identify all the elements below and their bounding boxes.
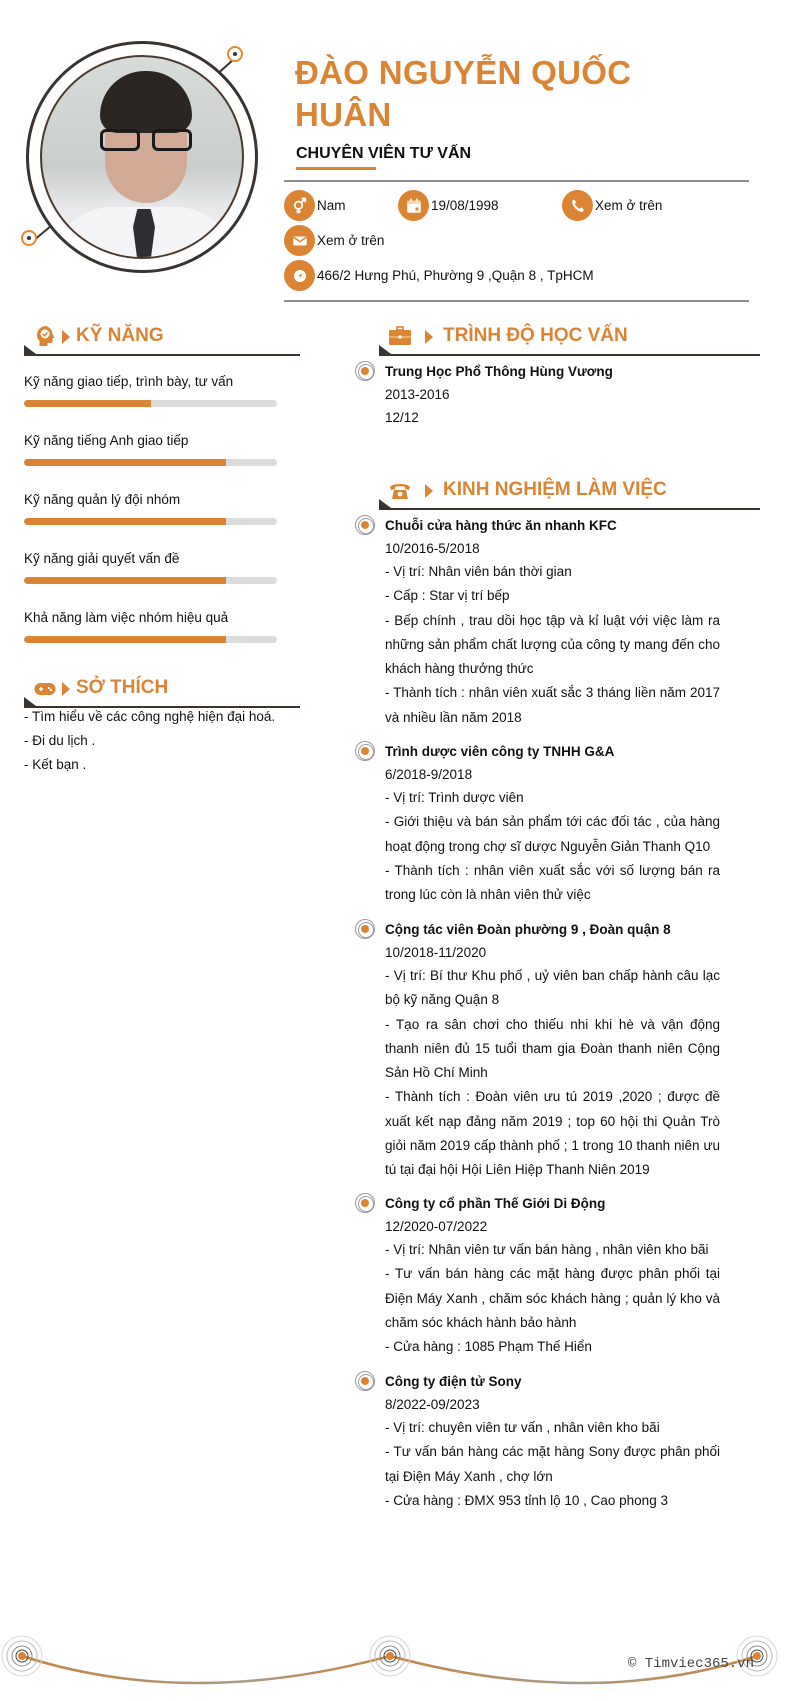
education-school: Trung Học Phổ Thông Hùng Vương xyxy=(385,364,613,379)
section-title: SỞ THÍCH xyxy=(76,677,169,698)
section-arrow-icon xyxy=(62,682,70,696)
contact-divider-top xyxy=(284,180,749,182)
timeline-bullet-icon xyxy=(355,741,375,761)
gender-value: Nam xyxy=(317,198,346,213)
contact-divider-bottom xyxy=(284,300,749,302)
skill-item xyxy=(24,492,277,525)
section-experience-heading xyxy=(379,478,760,510)
experience-period: 10/2016-5/2018 xyxy=(385,541,480,556)
contact-email xyxy=(284,225,384,256)
experience-detail: - Vị trí: Nhân viên tư vấn bán hàng , nhân viên kho bãi xyxy=(385,1242,709,1257)
skill-bar xyxy=(24,459,277,466)
timeline-bullet-icon xyxy=(355,1193,375,1213)
skill-bar xyxy=(24,400,277,407)
experience-company: Công ty cổ phần Thế Giới Di Động xyxy=(385,1196,606,1211)
experience-detail: - Vị trí: Nhân viên bán thời gian xyxy=(385,564,572,579)
section-skills-heading xyxy=(24,324,300,356)
experience-detail: - Vị trí: Trình dược viên xyxy=(385,790,524,805)
avatar-photo xyxy=(40,55,244,259)
education-entry xyxy=(355,361,720,429)
avatar-glasses xyxy=(100,129,192,151)
phone-icon xyxy=(562,190,593,221)
experience-detail: - Thành tích : nhân viên xuất sắc 3 tháng liền năm 2017 và nhiều lần năm 2018 xyxy=(385,685,720,725)
timeline-bullet-icon xyxy=(355,1371,375,1391)
experience-period: 10/2018-11/2020 xyxy=(385,945,487,960)
skill-label: Kỹ năng giao tiếp, trình bày, tư vấn xyxy=(24,374,234,389)
section-hobbies-heading xyxy=(24,676,300,708)
contact-phone xyxy=(562,190,662,221)
section-corner xyxy=(379,345,391,354)
skill-item xyxy=(24,374,277,407)
contact-address xyxy=(284,260,594,291)
experience-entry xyxy=(355,919,720,1183)
copyright-text: © Timviec365.vn xyxy=(627,1656,754,1672)
experience-detail: - Tư vấn bán hàng các mặt hàng Sony được phân phối tại Điện Máy Xanh , chợ lớn xyxy=(385,1444,720,1484)
experience-period: 12/2020-07/2022 xyxy=(385,1219,488,1234)
mail-icon xyxy=(284,225,315,256)
contact-gender xyxy=(284,190,346,221)
experience-company: Trình dược viên công ty TNHH G&A xyxy=(385,744,615,759)
skill-label: Kỹ năng tiếng Anh giao tiếp xyxy=(24,433,189,448)
experience-entry xyxy=(355,741,720,907)
experience-period: 6/2018-9/2018 xyxy=(385,767,473,782)
skill-item xyxy=(24,551,277,584)
section-rule xyxy=(379,508,760,510)
gender-icon xyxy=(284,190,315,221)
experience-detail: - Bếp chính , trau dồi học tập và kỉ luật với việc làm ra những sản phẩm chất lượng của công ty mang đến cho khách hàng thưởng thức xyxy=(385,612,720,677)
hobby-item: - Kết bạn . xyxy=(24,757,87,772)
location-icon xyxy=(284,260,315,291)
section-corner xyxy=(24,345,36,354)
skill-bar xyxy=(24,577,277,584)
experience-entry xyxy=(355,1371,720,1513)
timeline-bullet-icon xyxy=(355,361,375,381)
section-title: KỸ NĂNG xyxy=(76,325,164,346)
avatar-tie xyxy=(133,209,155,259)
skill-bar-fill xyxy=(24,459,226,466)
skill-bar-fill xyxy=(24,400,151,407)
job-title: CHUYÊN VIÊN TƯ VẤN xyxy=(296,145,472,162)
skill-bar-fill xyxy=(24,636,226,643)
skill-item xyxy=(24,610,277,643)
email-value: Xem ở trên xyxy=(317,233,385,248)
skill-bar-fill xyxy=(24,577,226,584)
contact-birthday xyxy=(398,190,499,221)
experience-detail: - Cấp : Star vị trí bếp xyxy=(385,588,510,604)
section-arrow-icon xyxy=(425,330,433,344)
hobby-item: - Đi du lịch . xyxy=(24,733,96,748)
experience-company: Công ty điện tử Sony xyxy=(385,1374,522,1389)
experience-detail: - Vị trí: chuyên viên tư vấn , nhân viên kho bãi xyxy=(385,1420,660,1435)
experience-entry xyxy=(355,1193,720,1359)
experience-detail: - Tư vấn bán hàng các mặt hàng được phân phối tại Điện Máy Xanh , chăm sóc khách hàng ; quản lý kho và chăm sóc khách hành bảo hành xyxy=(385,1266,720,1330)
experience-detail: - Giới thiệu và bán sản phẩm tới các đối tác , của hàng hoạt động trong chợ sĩ dược Nguyễn Giản Thanh Q10 xyxy=(385,814,720,854)
candidate-name: ĐÀO NGUYỄN QUỐC HUÂN xyxy=(295,54,632,133)
address-value: 466/2 Hưng Phú, Phường 9 ,Quận 8 , TpHCM xyxy=(317,268,594,283)
section-arrow-icon xyxy=(62,330,70,344)
avatar-hair xyxy=(100,71,192,133)
skill-label: Kỹ năng giải quyết vấn đề xyxy=(24,551,180,566)
skill-bar-fill xyxy=(24,518,226,525)
skill-label: Khả năng làm việc nhóm hiệu quả xyxy=(24,610,229,625)
experience-entry xyxy=(355,515,720,730)
experience-detail: - Tạo ra sân chơi cho thiếu nhi khi hè và vận động thanh niên đủ 15 tuổi tham gia Đoàn thanh niên Cộng Sản Hồ Chí Minh xyxy=(385,1016,720,1081)
experience-detail: - Cửa hàng : 1085 Phạm Thế Hiển xyxy=(385,1339,592,1355)
hobby-item: - Tìm hiểu về các công nghệ hiện đại hoá. xyxy=(24,709,276,724)
birthday-value: 19/08/1998 xyxy=(431,198,499,213)
phone-value: Xem ở trên xyxy=(595,198,663,213)
section-education-heading xyxy=(379,324,760,356)
skill-label: Kỹ năng quản lý đội nhóm xyxy=(24,492,181,507)
section-corner xyxy=(379,499,391,508)
head-bubble-icon xyxy=(34,324,58,348)
footer-node-center xyxy=(370,1636,410,1676)
timeline-bullet-icon xyxy=(355,515,375,535)
education-period: 2013-2016 xyxy=(385,387,450,402)
avatar xyxy=(26,41,258,273)
education-detail: 12/12 xyxy=(385,410,419,425)
job-title-underline xyxy=(296,167,376,170)
skill-bar xyxy=(24,518,277,525)
experience-detail: - Thành tích : Đoàn viên ưu tú 2019 ,2020 ; được đề xuất kết nạp đảng năm 2019 ; top 60 hội thi Quản Trò giỏi năm 2019 cấp thành phố ; 1 trong 10 thanh niên ưu tú tại đại hội Hội Liên Hiệp Thanh Niên 2019 xyxy=(385,1089,720,1178)
experience-detail: - Vị trí: Bí thư Khu phố , uỷ viên ban chấp hành câu lạc bộ kỹ năng Quận 8 xyxy=(385,968,720,1008)
footer-node-left xyxy=(2,1636,42,1676)
calendar-icon xyxy=(398,190,429,221)
section-rule xyxy=(24,354,300,356)
experience-company: Chuỗi cửa hàng thức ăn nhanh KFC xyxy=(385,518,617,533)
section-title: TRÌNH ĐỘ HỌC VẤN xyxy=(443,325,628,346)
skill-bar xyxy=(24,636,277,643)
section-rule xyxy=(379,354,760,356)
experience-period: 8/2022-09/2023 xyxy=(385,1397,480,1412)
gamepad-icon xyxy=(33,676,57,700)
section-title: KINH NGHIỆM LÀM VIỆC xyxy=(443,479,667,500)
skill-item xyxy=(24,433,277,466)
experience-detail: - Cửa hàng : ĐMX 953 tỉnh lộ 10 , Cao phong 3 xyxy=(385,1492,668,1508)
section-arrow-icon xyxy=(425,484,433,498)
timeline-bullet-icon xyxy=(355,919,375,939)
experience-company: Cộng tác viên Đoàn phường 9 , Đoàn quận 8 xyxy=(385,922,671,937)
experience-detail: - Thành tích : nhân viên xuất sắc với số lượng bán ra trong lúc còn là nhân viên thử việc xyxy=(385,862,720,903)
